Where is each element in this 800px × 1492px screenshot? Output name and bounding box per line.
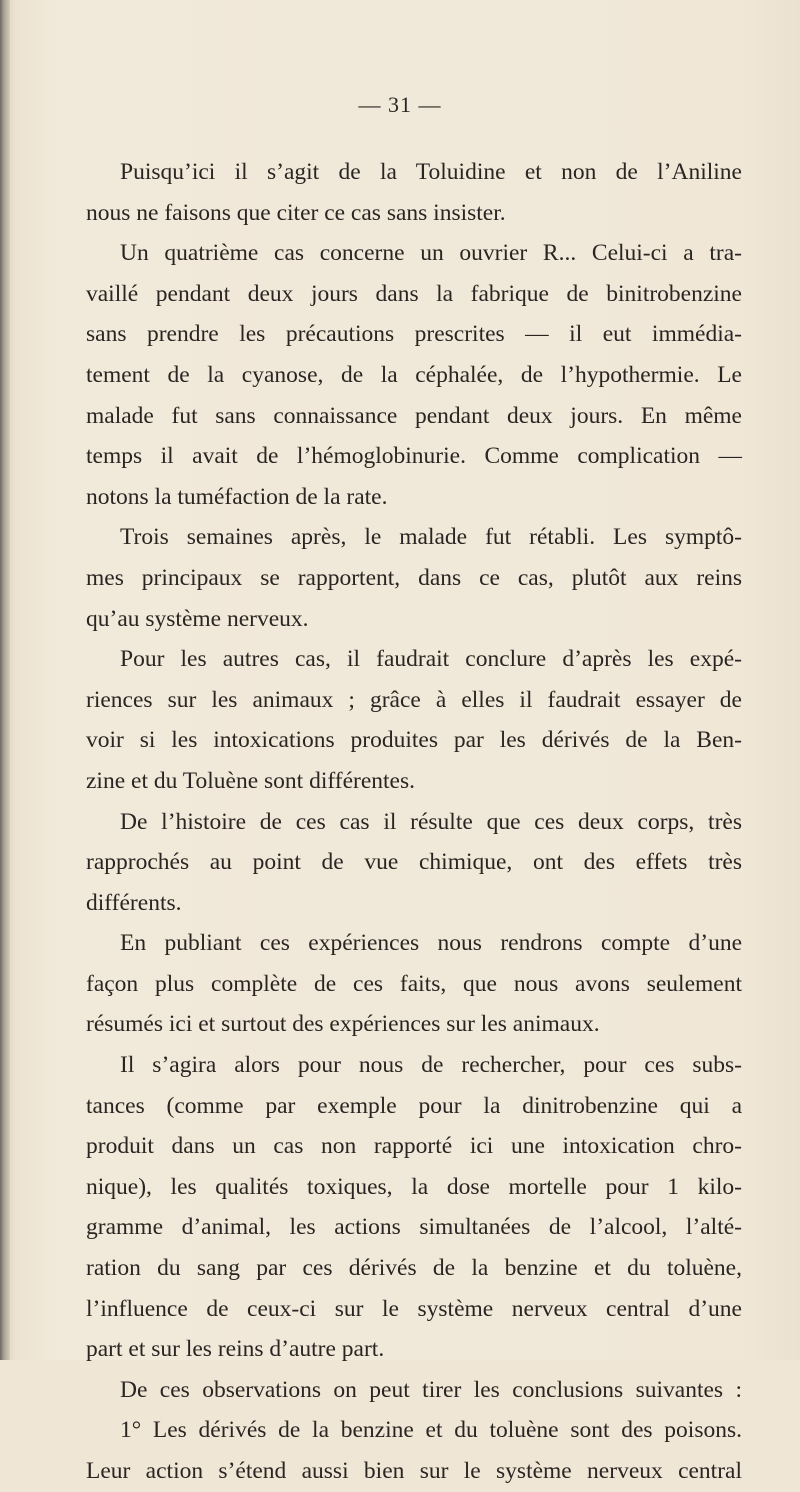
text-line: sans prendre les précautions prescrites — il eut immédia- [86,321,742,348]
text-line: malade fut sans connaissance pendant deux jours. En même [86,402,742,429]
text-line: part et sur les reins d’autre part. [86,1336,385,1363]
text-line: Un quatrième cas concerne un ouvrier R... Celui-ci a tra- [120,240,742,267]
binding-edge [0,0,10,1360]
text-line: rapprochés au point de vue chimique, ont des effets très [86,849,742,876]
text-line: De ces observations on peut tirer les conclusions suivantes : [120,1376,742,1403]
text-line: vaillé pendant deux jours dans la fabrique de binitrobenzine [86,280,742,307]
text-line: ration du sang par ces dérivés de la benzine et du toluène, [86,1255,742,1282]
text-line: Trois semaines après, le malade fut rétabli. Les symptô- [120,524,742,551]
text-line: l’influence de ceux-ci sur le système nerveux central d’une [86,1295,742,1322]
body-text [86,152,742,1492]
text-line: voir si les intoxications produites par les dérivés de la Ben- [86,727,742,754]
text-line: tement de la cyanose, de la céphalée, de l’hypothermie. Le [86,361,742,388]
text-line: nique), les qualités toxiques, la dose mortelle pour 1 kilo- [86,1173,742,1200]
text-line: gramme d’animal, les actions simultanées de l’alcool, l’alté- [86,1214,742,1241]
text-line: produit dans un cas non rapporté ici une intoxication chro- [86,1133,742,1160]
text-line: résumés ici et surtout des expériences sur les animaux. [86,1011,600,1038]
text-line: nous ne faisons que citer ce cas sans insister. [86,199,506,226]
text-line: Il s’agira alors pour nous de rechercher, pour ces subs- [120,1052,742,1079]
text-line: riences sur les animaux ; grâce à elles il faudrait essayer de [86,686,742,713]
text-line: De l’histoire de ces cas il résulte que ces deux corps, très [120,808,742,835]
text-line: Leur action s’étend aussi bien sur le système nerveux central [86,1458,742,1484]
text-line: différents. [86,889,182,916]
text-line: mes principaux se rapportent, dans ce cas, plutôt aux reins [86,564,742,591]
text-line: Pour les autres cas, il faudrait conclure d’après les expé- [120,646,742,673]
page-number: — 31 — [358,92,442,117]
text-line: façon plus complète de ces faits, que nous avons seulement [86,970,742,997]
text-line: 1° Les dérivés de la benzine et du toluène sont des poisons. [120,1417,742,1444]
text-line: qu’au système nerveux. [86,605,309,632]
text-line: temps il avait de l’hémoglobinurie. Comme complication — [86,443,742,470]
text-line: tances (comme par exemple pour la dinitrobenzine qui a [86,1092,742,1119]
text-line: Puisqu’ici il s’agit de la Toluidine et non de l’Aniline [120,159,742,185]
text-line: En publiant ces expériences nous rendrons compte d’une [120,930,742,957]
text-line: notons la tuméfaction de la rate. [86,483,388,510]
text-line: zine et du Toluène sont différentes. [86,767,415,794]
